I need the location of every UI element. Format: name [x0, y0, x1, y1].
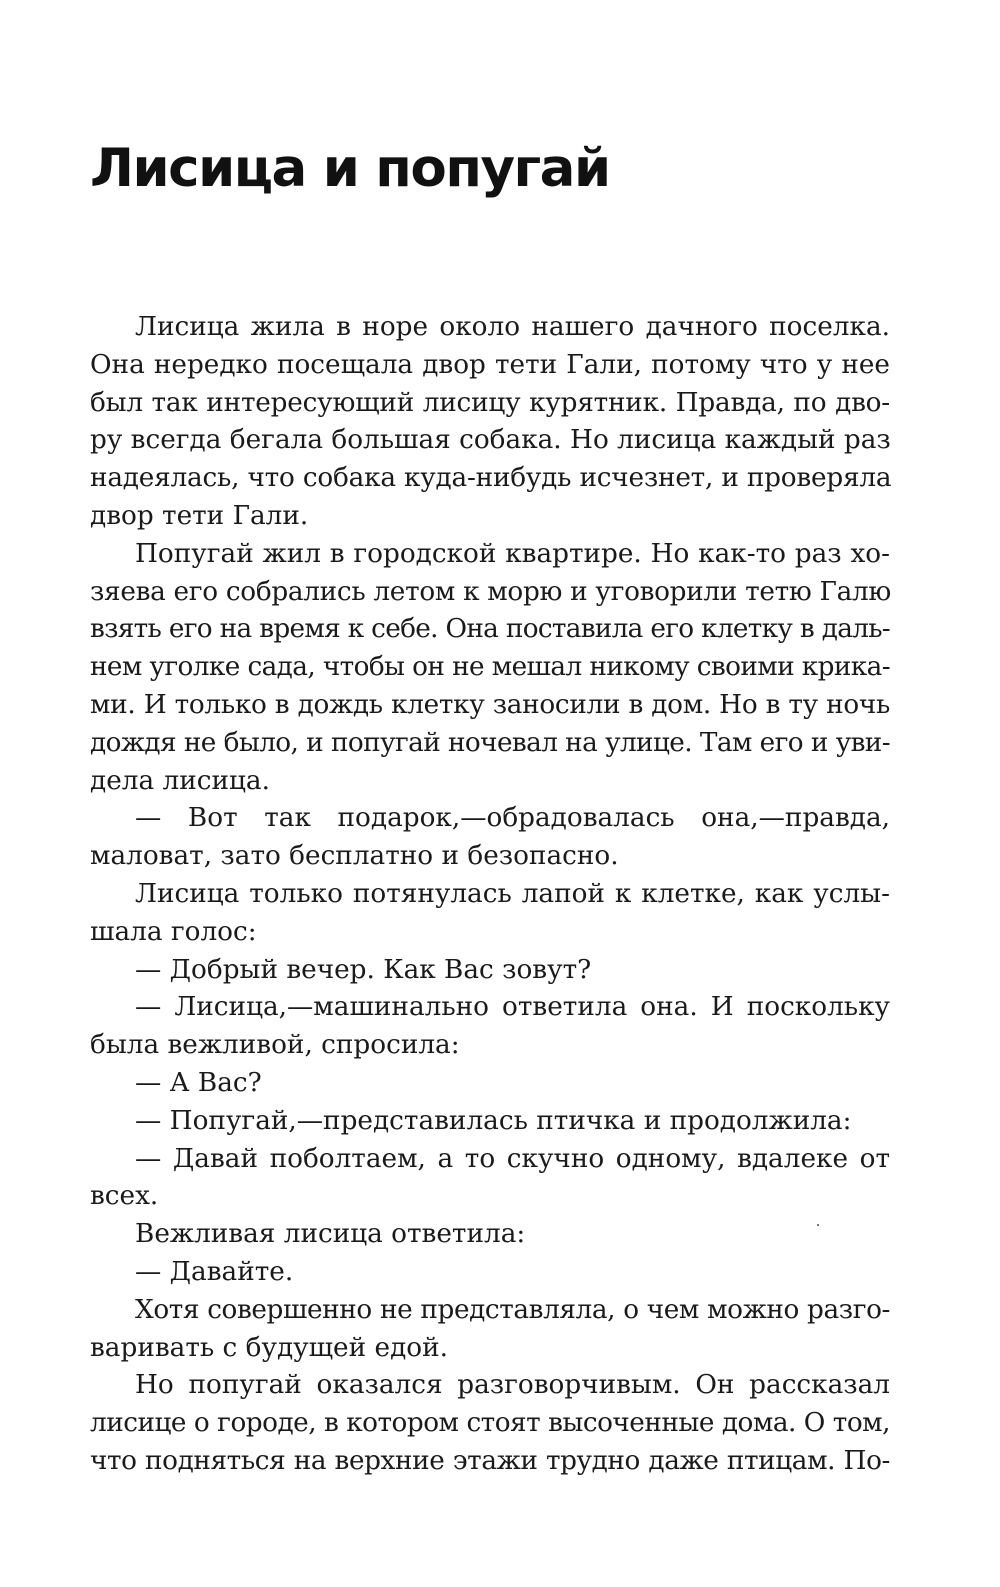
text-line: Хотя совершенно не представляла, о чем можно разго- — [135, 1294, 890, 1325]
text-line: нем уголке сада, чтобы он не мешал никому своими крика- — [90, 652, 890, 683]
story-text — [90, 309, 890, 1481]
text-line: ми. И только в дождь клетку заносили в дом. Но в ту ночь — [90, 689, 890, 720]
text-line: — А Вас? — [135, 1067, 262, 1098]
text-line: зяева его собрались летом к морю и уговорили тетю Галю — [90, 576, 891, 607]
text-line: — Добрый вечер. Как Вас зовут? — [135, 954, 592, 985]
text-line: — Вот так подарок,—обрадовалась она,—правда, — [135, 803, 890, 834]
text-line: шала голос: — [90, 916, 257, 947]
chapter-title: Лисица и попугай — [90, 138, 610, 199]
text-line: что подняться на верхние этажи трудно даже птицам. По- — [90, 1445, 890, 1476]
text-line: надеялась, что собака куда-нибудь исчезнет, и проверяла — [90, 463, 892, 494]
text-line: — Давай поболтаем, а то скучно одному, вдалеке от — [135, 1143, 890, 1174]
text-line: дела лисица. — [90, 765, 270, 796]
text-line: двор тети Гали. — [90, 500, 309, 531]
text-line: Лисица жила в норе около нашего дачного поселка. — [135, 312, 890, 342]
text-line: варивать с будущей едой. — [90, 1332, 448, 1363]
text-line: — Попугай,—представилась птичка и продолжила: — [135, 1105, 852, 1136]
text-line: был так интересующий лисицу курятник. Правда, по дво- — [90, 387, 890, 418]
text-line: Вежливая лисица ответила: — [135, 1219, 526, 1250]
text-line: ру всегда бегала большая собака. Но лисица каждый раз — [90, 425, 891, 456]
text-line: Она нередко посещала двор тети Гали, потому что у нее — [90, 349, 890, 380]
text-line: маловат, зато бесплатно и безопасно. — [90, 841, 619, 872]
text-line: дождя не было, и попугай ночевал на улице. Там его и уви- — [90, 727, 890, 758]
text-line: лисице о городе, в котором стоят высоченные дома. О том, — [90, 1408, 890, 1439]
print-speck — [817, 1224, 819, 1226]
text-line: была вежливой, спросила: — [90, 1030, 460, 1061]
text-line: — Давайте. — [135, 1256, 294, 1287]
text-line: — Лисица,—машинально ответила она. И поскольку — [135, 992, 890, 1023]
text-line: Лисица только потянулась лапой к клетке, как услы- — [135, 878, 890, 909]
text-line: взять его на время к себе. Она поставила его клетку в даль- — [90, 614, 890, 645]
text-line: всех. — [90, 1181, 159, 1212]
text-line: Попугай жил в городской квартире. Но как-то раз хо- — [135, 538, 890, 569]
text-line: Но попугай оказался разговорчивым. Он рассказал — [135, 1370, 890, 1401]
